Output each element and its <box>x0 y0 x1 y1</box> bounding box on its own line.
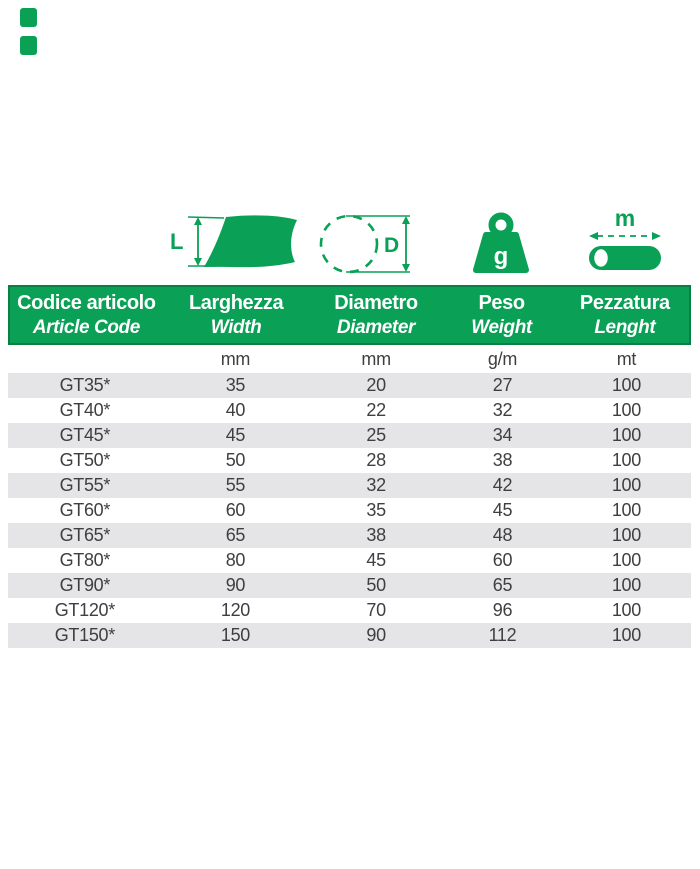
width-strip-icon <box>168 214 300 275</box>
table-body <box>8 373 691 648</box>
cell-width: 120 <box>220 600 250 620</box>
cell-width: 60 <box>225 500 246 520</box>
header-en-label: Lenght <box>594 317 656 338</box>
cell-article-code: GT65* <box>59 525 111 545</box>
cell-diameter: 25 <box>366 425 386 445</box>
cell-length: 100 <box>611 625 641 645</box>
cell-diameter: 32 <box>366 475 386 495</box>
table-row <box>8 423 691 448</box>
header-weight <box>443 287 561 343</box>
diameter-icon <box>316 210 418 281</box>
length-roll-icon <box>584 208 666 277</box>
cell-article-code: GT50* <box>59 450 111 470</box>
weight-icon <box>466 212 536 279</box>
unit-label <box>8 346 162 372</box>
cell-article-code: GT40* <box>59 400 111 420</box>
cell-diameter: 50 <box>366 575 386 595</box>
image-placeholder-icon <box>20 36 37 55</box>
table-row <box>8 548 691 573</box>
cell-article-code: GT90* <box>59 575 111 595</box>
cell-weight: 65 <box>492 575 513 595</box>
cell-article-code: GT45* <box>59 425 111 445</box>
cell-width: 45 <box>225 425 246 445</box>
cell-weight: 96 <box>492 600 513 620</box>
unit-label: g/m <box>487 349 518 369</box>
cell-length: 100 <box>611 600 641 620</box>
header-it-label: Diametro <box>334 292 418 314</box>
width-label: L <box>170 229 184 254</box>
table-row <box>8 448 691 473</box>
cell-length: 100 <box>611 375 641 395</box>
cell-diameter: 38 <box>366 525 386 545</box>
header-en-label: Weight <box>471 317 532 338</box>
weight-label: g <box>493 243 509 270</box>
cell-article-code: GT60* <box>59 500 111 520</box>
header-it-label: Larghezza <box>188 292 284 314</box>
header-length <box>561 287 689 343</box>
cell-article-code: GT120* <box>54 600 115 620</box>
cell-weight: 45 <box>492 500 513 520</box>
cell-length: 100 <box>611 475 641 495</box>
cell-weight: 32 <box>492 400 513 420</box>
diameter-label: D <box>384 234 400 257</box>
cell-weight: 34 <box>492 425 513 445</box>
cell-diameter: 90 <box>366 625 386 645</box>
header-en-label: Diameter <box>336 317 416 338</box>
header-it-label: Peso <box>478 292 525 314</box>
cell-length: 100 <box>611 525 641 545</box>
cell-length: 100 <box>611 425 641 445</box>
table-row <box>8 523 691 548</box>
length-label: m <box>614 208 636 231</box>
cell-diameter: 35 <box>366 500 386 520</box>
unit-label: mt <box>616 349 637 369</box>
table-row <box>8 398 691 423</box>
cell-width: 65 <box>225 525 246 545</box>
cell-width: 40 <box>225 400 246 420</box>
cell-weight: 60 <box>492 550 513 570</box>
cell-weight: 38 <box>492 450 513 470</box>
cell-weight: 112 <box>488 625 517 645</box>
cell-width: 80 <box>225 550 246 570</box>
cell-weight: 48 <box>492 525 513 545</box>
cell-diameter: 22 <box>366 400 386 420</box>
cell-width: 50 <box>225 450 246 470</box>
table-header <box>8 285 691 345</box>
cell-diameter: 20 <box>366 375 386 395</box>
cell-width: 150 <box>220 625 250 645</box>
cell-width: 90 <box>225 575 246 595</box>
cell-length: 100 <box>611 550 641 570</box>
table-row <box>8 498 691 523</box>
cell-article-code: GT150* <box>54 625 115 645</box>
header-it-label: Pezzatura <box>579 292 670 314</box>
cell-length: 100 <box>611 575 641 595</box>
table-row <box>8 623 691 648</box>
units-row <box>8 346 691 372</box>
table-row <box>8 598 691 623</box>
cell-diameter: 45 <box>366 550 386 570</box>
header-width <box>163 287 310 343</box>
header-article-code <box>10 287 163 343</box>
table-row <box>8 473 691 498</box>
cell-diameter: 28 <box>366 450 386 470</box>
header-it-label: Codice articolo <box>17 292 156 314</box>
cell-length: 100 <box>611 500 641 520</box>
header-diameter <box>309 287 442 343</box>
cell-length: 100 <box>611 450 641 470</box>
cell-length: 100 <box>611 400 641 420</box>
cell-article-code: GT35* <box>59 375 111 395</box>
table-row <box>8 573 691 598</box>
cell-article-code: GT80* <box>59 550 111 570</box>
header-en-label: Width <box>210 317 262 338</box>
header-en-label: Article Code <box>32 317 140 338</box>
unit-label: mm <box>220 349 251 369</box>
table-row <box>8 373 691 398</box>
cell-weight: 42 <box>492 475 513 495</box>
cell-article-code: GT55* <box>59 475 111 495</box>
cell-width: 55 <box>225 475 246 495</box>
cell-width: 35 <box>225 375 246 395</box>
image-placeholder-icon <box>20 8 37 27</box>
unit-label: mm <box>361 349 391 369</box>
cell-diameter: 70 <box>366 600 386 620</box>
cell-weight: 27 <box>492 375 513 395</box>
